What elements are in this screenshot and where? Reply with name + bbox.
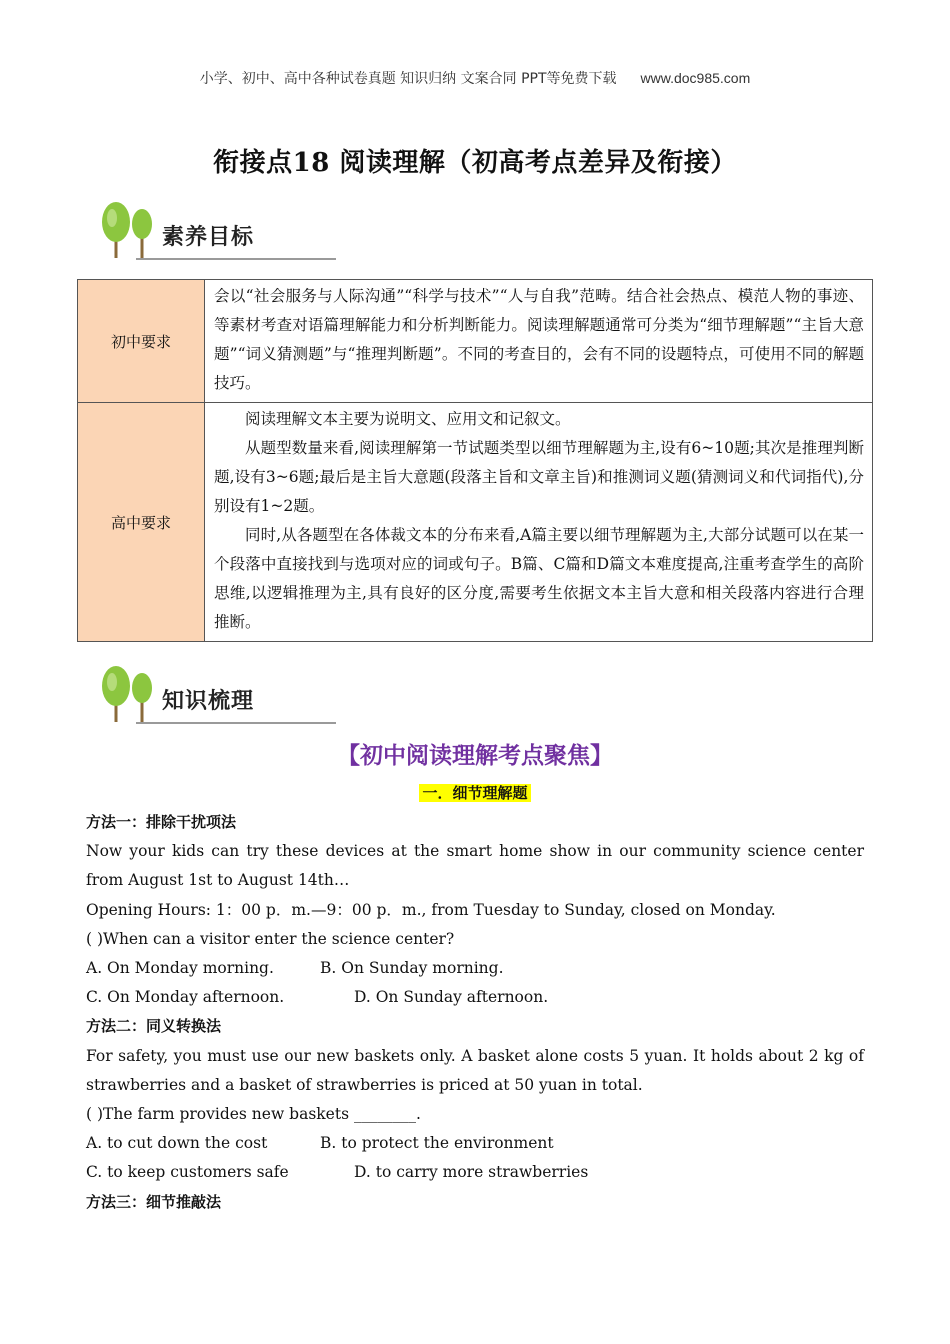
option-b: B. On Sunday morning.: [320, 959, 504, 978]
section-underline: [136, 722, 336, 724]
senior-text-cell: [205, 403, 873, 642]
focus-title: 【初中阅读理解考点聚焦】: [337, 743, 613, 769]
section-banner-goals: [96, 200, 316, 260]
option-row: [86, 983, 864, 1012]
section-label-knowledge: 知识梳理: [162, 689, 255, 714]
section-banner-knowledge: [96, 664, 316, 724]
header-site[interactable]: www.doc985.com: [640, 70, 751, 86]
option-a: A. On Monday morning.: [86, 959, 274, 978]
senior-paragraph-1: 阅读理解文本主要为说明文、应用文和记叙文。: [245, 410, 571, 428]
methods-content: [86, 808, 864, 1217]
requirements-table: [77, 279, 873, 642]
option-row: [86, 954, 864, 983]
section-label-goals: 素养目标: [162, 225, 255, 250]
method2-passage: For safety, you must use our new baskets only. A basket alone costs 5 yuan. It holds about 2 kg of strawberries and a basket of strawberries is priced at 50 yuan in total.: [86, 1046, 864, 1094]
section-underline: [136, 258, 336, 260]
junior-label-cell: 初中要求: [78, 280, 205, 403]
method3-title: 方法三：细节推敲法: [86, 1192, 222, 1211]
method1-title: 方法一：排除干扰项法: [86, 813, 237, 831]
option-row: [86, 1158, 864, 1187]
junior-text-cell: [205, 280, 873, 403]
tree-icon: [96, 664, 166, 726]
senior-paragraph-2: 从题型数量来看,阅读理解第一节试题类型以细节理解题为主,设有6~10题;其次是推理判断题,设有3~6题;最后是主旨大意题(段落主旨和文章主旨)和推测词义题(猜测词义和代词指代),分别设有1~2题。: [214, 439, 864, 515]
header-tagline: 小学、初中、高中各种试卷真题 知识归纳 文案合同 PPT等免费下载: [199, 71, 617, 87]
option-c: C. On Monday afternoon.: [86, 988, 285, 1007]
option-a: A. to cut down the cost: [86, 1134, 268, 1153]
junior-text: 会以“社会服务与人际沟通”“科学与技术”“人与自我”范畴。结合社会热点、模范人物的事迹、等素材考查对语篇理解能力和分析判断能力。阅读理解题通常可分类为“细节理解题”“主旨大意题”“词义猜测题”与“推理判断题”。不同的考查目的，会有不同的设题特点，可使用不同的解题技巧。: [214, 287, 864, 392]
tree-icon: [96, 200, 166, 262]
table-row: [78, 280, 873, 403]
option-row: [86, 1129, 864, 1158]
subsection-title: [0, 782, 950, 803]
method1-hours: Opening Hours: 1：00 p．m.—9：00 p．m., from Tuesday to Sunday, closed on Monday.: [86, 900, 776, 919]
method2-title: 方法二：同义转换法: [86, 1017, 222, 1036]
option-b: B. to protect the environment: [320, 1134, 554, 1153]
table-row: [78, 403, 873, 642]
option-d: D. to carry more strawberries: [354, 1163, 589, 1182]
option-d: D. On Sunday afternoon.: [354, 988, 549, 1007]
subsection-title-text: 一．细节理解题: [419, 784, 530, 802]
page-header: [0, 68, 950, 88]
method1-passage: Now your kids can try these devices at the smart home show in our community science center from August 1st to August 14th…: [86, 842, 864, 890]
senior-paragraph-3: 同时,从各题型在各体裁文本的分布来看,A篇主要以细节理解题为主,大部分试题可以在某一个段落中直接找到与选项对应的词或句子。B篇、C篇和D篇文本难度提高,注重考查学生的高阶思维,以逻辑推理为主,具有良好的区分度,需要考生依据文本主旨大意和相关段落内容进行合理推断。: [214, 526, 864, 631]
method1-question: ( )When can a visitor enter the science center?: [86, 929, 455, 948]
method2-question: ( )The farm provides new baskets ________.: [86, 1105, 421, 1123]
option-c: C. to keep customers safe: [86, 1163, 289, 1182]
senior-label-cell: 高中要求: [78, 403, 205, 642]
document-title: 衔接点18 阅读理解（初高考点差异及衔接）: [213, 148, 737, 178]
